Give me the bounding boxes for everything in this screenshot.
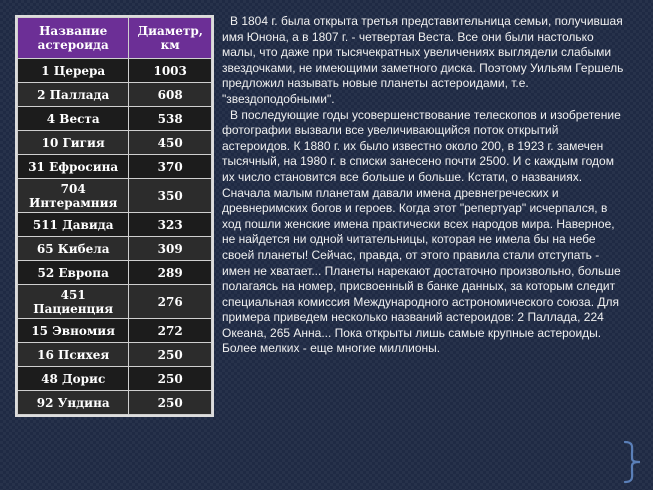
asteroid-name: 15 Эвномия [18, 319, 129, 343]
asteroid-name: 31 Ефросина [18, 155, 129, 179]
asteroid-name: 704 Интерамния [18, 179, 129, 213]
asteroid-name: 2 Паллада [18, 83, 129, 107]
table-row [18, 343, 212, 367]
table-row [18, 285, 212, 319]
paragraph: В последующие годы усовершенствование телескопов и изобретение фотографии вызвали все увеличивающийся поток открытий астероидов. К 1880 г. их было известно около 200, в 1923 г. замечен тысячный, на 1980 г. в списки занесено почти 2500. И с каждым годом их число становится все больше и больше. Кстати, о названиях. Сначала малым планетам давали имена древнегреческих и древнеримских богов и героев. Когда этот "репертуар" исчерпался, в ход пошли женские имена практически всех народов мира. Наверное, не найдется ни одной читательницы, которая не имела бы на небе своей планеты! Сейчас, правда, от этого правила стали отступать - имен не хватает... Планеты нарекают достаточно произвольно, больше полагаясь на номер, присвоенный в банке данных, за которым следит специальная комиссия Международного астрономического союза. Для примера приведем несколько названий астероидов: 2 Паллада, 224 Океана, 265 Анна... Пока открыты лишь самые крупные астероиды. Более мелких - еще многие миллионы. [222, 107, 621, 356]
table-row [18, 107, 212, 131]
asteroid-diameter: 272 [129, 319, 212, 343]
asteroid-name: 4 Веста [18, 107, 129, 131]
asteroid-name: 451 Пациенция [18, 285, 129, 319]
asteroid-diameter: 289 [129, 261, 212, 285]
table-row [18, 179, 212, 213]
asteroid-name: 92 Ундина [18, 391, 129, 415]
column-header-diameter: Диаметр, км [129, 18, 212, 59]
asteroid-table [17, 17, 212, 415]
asteroid-diameter: 350 [129, 179, 212, 213]
asteroid-diameter: 538 [129, 107, 212, 131]
asteroid-diameter: 370 [129, 155, 212, 179]
table-header-row [18, 18, 212, 59]
asteroid-diameter: 309 [129, 237, 212, 261]
asteroid-diameter: 450 [129, 131, 212, 155]
body-text [222, 14, 628, 357]
table-row [18, 237, 212, 261]
asteroid-diameter: 276 [129, 285, 212, 319]
asteroid-diameter: 608 [129, 83, 212, 107]
table-row [18, 261, 212, 285]
asteroid-diameter: 250 [129, 367, 212, 391]
table-row [18, 213, 212, 237]
asteroid-name: 48 Дорис [18, 367, 129, 391]
asteroid-name: 52 Европа [18, 261, 129, 285]
table-row [18, 83, 212, 107]
asteroid-diameter: 323 [129, 213, 212, 237]
table-row [18, 131, 212, 155]
asteroid-diameter: 1003 [129, 59, 212, 83]
paragraph: В 1804 г. была открыта третья представительница семьи, получившая имя Юнона, а в 1807 г. - четвертая Веста. Все они были настолько малы, что даже при тысячекратных увеличениях выглядели слабыми звездочками, не имеющими заметного диска. Поэтому Уильям Гершель предложил называть новые планеты астероидами, т.е. "звездоподобными". [222, 14, 624, 106]
asteroid-name: 10 Гигия [18, 131, 129, 155]
table-row [18, 367, 212, 391]
asteroid-name: 16 Психея [18, 343, 129, 367]
asteroid-table-container [15, 15, 214, 417]
asteroid-diameter: 250 [129, 343, 212, 367]
curly-bracket-icon [620, 440, 644, 484]
table-row [18, 59, 212, 83]
asteroid-name: 65 Кибела [18, 237, 129, 261]
table-row [18, 319, 212, 343]
asteroid-name: 511 Давида [18, 213, 129, 237]
column-header-name: Название астероида [18, 18, 129, 59]
asteroid-name: 1 Церера [18, 59, 129, 83]
table-row [18, 155, 212, 179]
table-row [18, 391, 212, 415]
asteroid-diameter: 250 [129, 391, 212, 415]
